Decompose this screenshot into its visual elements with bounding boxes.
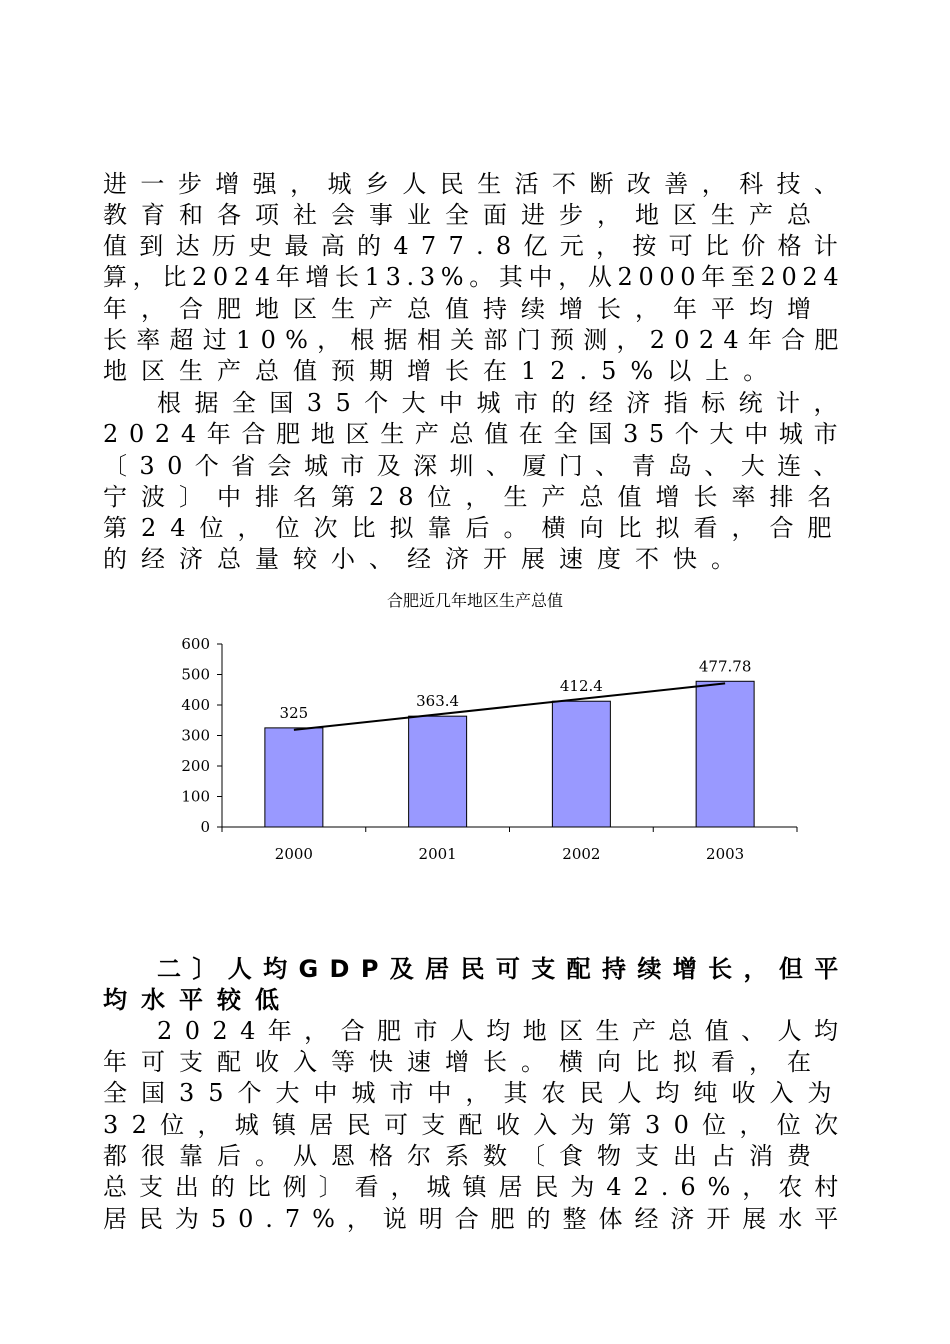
gdp-bar-chart xyxy=(0,620,950,880)
paragraph1-line: 地区生产总值预期增长在12.5%以上。 xyxy=(103,357,782,385)
chart-title: 合肥近几年地区生产总值 xyxy=(386,591,563,610)
paragraph2-line: 〔30个省会城市及深圳、厦门、青岛、大连、 xyxy=(103,452,850,480)
section2-line: 2024年，合肥市人均地区生产总值、人均 xyxy=(157,1017,851,1045)
section2-line: 都很靠后。从恩格尔系数〔食物支出占消费 xyxy=(103,1142,825,1170)
paragraph2-line: 2024年合肥地区生产总值在全国35个大中城市 xyxy=(103,420,849,448)
bar xyxy=(265,728,323,827)
data-label: 477.78 xyxy=(698,657,752,676)
paragraph2-line: 根据全国35个大中城市的经济指标统计， xyxy=(157,389,851,417)
x-tick-label: 2000 xyxy=(274,845,313,863)
y-tick-label: 300 xyxy=(181,726,210,745)
paragraph1-line: 值到达历史最高的477.8亿元，按可比价格计 xyxy=(103,232,851,260)
y-tick-label: 400 xyxy=(181,696,210,714)
bar xyxy=(552,701,610,827)
x-tick-label: 2001 xyxy=(418,845,457,863)
paragraph1-line: 长率超过10%，根据相关部门预测，2024年合肥 xyxy=(103,326,848,354)
data-label: 363.4 xyxy=(416,692,460,711)
paragraph2-line: 的经济总量较小、经济开展速度不快。 xyxy=(103,545,749,573)
y-tick-label: 200 xyxy=(181,757,210,775)
section2-line: 年可支配收入等快速增长。横向比拟看，在 xyxy=(103,1048,825,1076)
x-tick-label: 2002 xyxy=(562,845,601,863)
y-tick-label: 0 xyxy=(200,818,210,836)
section2-line: 居民为50.7%，说明合肥的整体经济开展水平 xyxy=(103,1205,851,1233)
data-label: 412.4 xyxy=(559,677,603,696)
data-label: 325 xyxy=(279,703,309,722)
x-tick-label: 2003 xyxy=(706,845,745,863)
section2-line: 总支出的比例〕看，城镇居民为42.6%，农村 xyxy=(103,1173,851,1201)
paragraph2-line: 第24位，位次比拟靠后。横向比拟看，合肥 xyxy=(103,514,846,542)
section-heading: 二〕人均GDP及居民可支配持续增长，但平 xyxy=(157,955,850,983)
y-tick-label: 500 xyxy=(181,665,210,684)
paragraph1-line: 算，比2024年增长13.3%。其中，从2000年至2024 xyxy=(103,263,845,291)
section-heading: 均水平较低 xyxy=(103,986,293,1014)
section2-line: 全国35个大中城市中，其农民人均纯收入为 xyxy=(103,1079,846,1107)
y-tick-label: 100 xyxy=(181,787,210,806)
section2-line: 32位，城镇居民可支配收入为第30位，位次 xyxy=(103,1111,852,1139)
paragraph1-line: 年，合肥地区生产总值持续增长，年平均增 xyxy=(103,295,825,323)
trend-line xyxy=(294,683,725,729)
y-tick-label: 600 xyxy=(181,635,210,653)
bar xyxy=(696,681,754,827)
paragraph1-line: 进一步增强，城乡人民生活不断改善，科技、 xyxy=(103,170,852,198)
paragraph2-line: 宁波〕中排名第28位，生产总值增长率排名 xyxy=(103,483,846,511)
bar xyxy=(409,716,467,827)
paragraph1-line: 教育和各项社会事业全面进步，地区生产总 xyxy=(103,201,825,229)
